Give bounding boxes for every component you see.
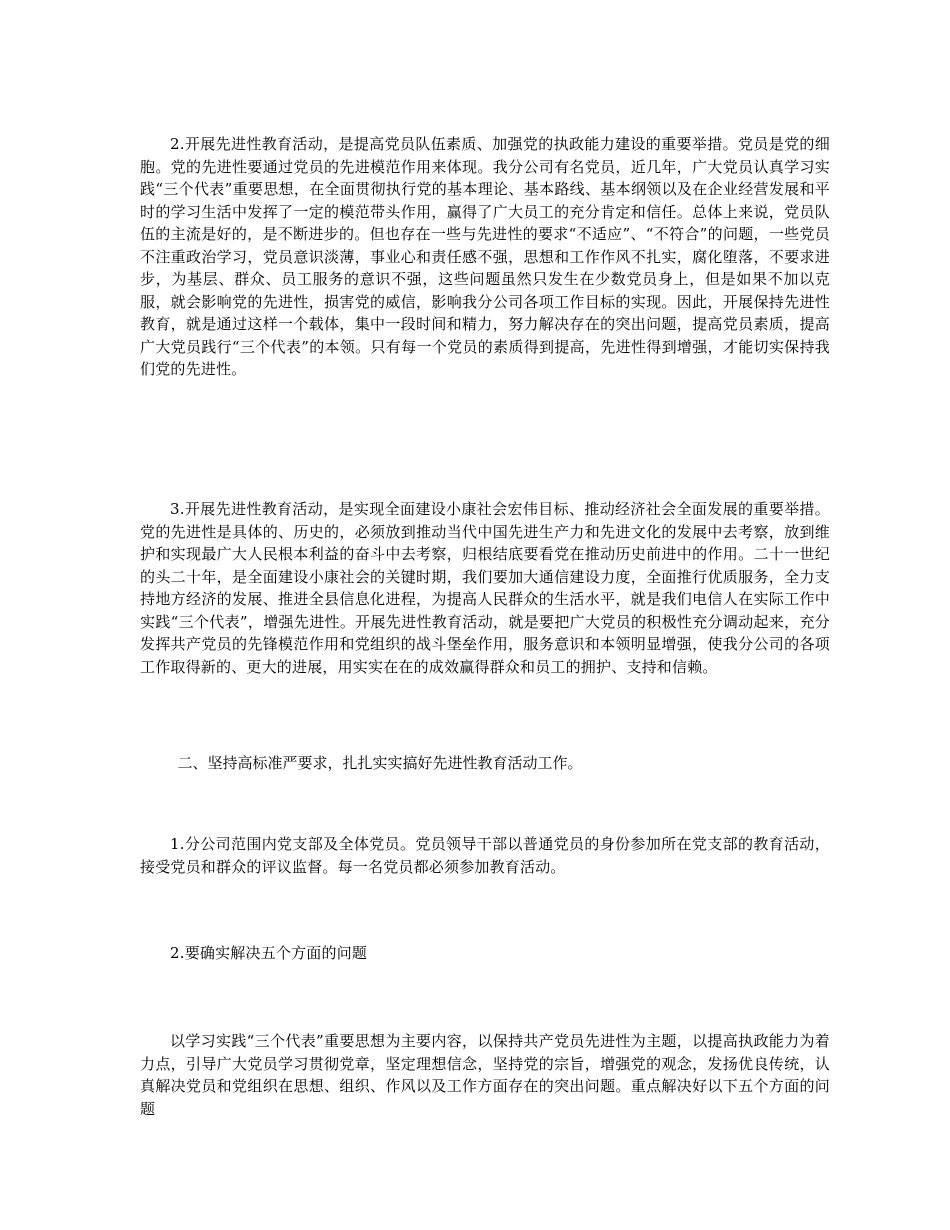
subheading-five-issues: 2.要确实解决五个方面的问题 bbox=[170, 944, 368, 962]
paragraph-scope-1: 1.分公司范围内党支部及全体党员。党员领导干部以普通党员的身份参加所在党支部的教育活动，接受党员和群众的评议监督。每一名党员都必须参加教育活动。 bbox=[140, 835, 830, 876]
section-heading-two: 二、坚持高标准严要求，扎扎实实搞好先进性教育活动工作。 bbox=[177, 754, 583, 772]
document-page bbox=[140, 0, 830, 1230]
paragraph-main-content: 以学习实践“三个代表”重要思想为主要内容，以保持共产党员先进性为主题，以提高执政能力为着力点，引导广大党员学习贯彻党章，坚定理想信念，坚持党的宗旨，增强党的观念，发扬优良传统，认真解决党员和党组织在思想、组织、作风以及工作方面存在的突出问题。重点解决好以下五个方面的问题 bbox=[140, 1032, 830, 1118]
paragraph-advanced-education-3: 3.开展先进性教育活动，是实现全面建设小康社会宏伟目标、推动经济社会全面发展的重要举措。党的先进性是具体的、历史的，必须放到推动当代中国先进生产力和先进文化的发展中去考察，放到维护和实现最广大人民根本利益的奋斗中去考察，归根结底要看党在推动历史前进中的作用。二十一世纪的头二十年，是全面建设小康社会的关键时期，我们要加大通信建设力度，全面推行优质服务，全力支持地方经济的发展、推进全县信息化进程，为提高人民群众的生活水平，就是我们电信人在实际工作中实践“三个代表”，增强先进性。开展先进性教育活动，就是要把广大党员的积极性充分调动起来，充分发挥共产党员的先锋模范作用和党组织的战斗堡垒作用，服务意识和本领明显增强，使我分公司的各项工作取得新的、更大的进展，用实实在在的成效赢得群众和员工的拥护、支持和信赖。 bbox=[140, 500, 830, 676]
paragraph-advanced-education-2: 2.开展先进性教育活动，是提高党员队伍素质、加强党的执政能力建设的重要举措。党员是党的细胞。党的先进性要通过党员的先进模范作用来体现。我分公司有名党员，近几年，广大党员认真学习实践“三个代表”重要思想，在全面贯彻执行党的基本理论、基本路线、基本纲领以及在企业经营发展和平时的学习生活中发挥了一定的模范带头作用，赢得了广大员工的充分肯定和信任。总体上来说，党员队伍的主流是好的，是不断进步的。但也存在一些与先进性的要求“不适应”、“不符合”的问题，一些党员不注重政治学习，党员意识淡薄，事业心和责任感不强，思想和工作作风不扎实，腐化堕落，不要求进步，为基层、群众、员工服务的意识不强，这些问题虽然只发生在少数党员身上，但是如果不加以克服，就会影响党的先进性，损害党的威信，影响我分公司各项工作目标的实现。因此，开展保持先进性教育，就是通过这样一个载体，集中一段时间和精力，努力解决存在的突出问题，提高党员素质，提高广大党员践行“三个代表”的本领。只有每一个党员的素质得到提高，先进性得到增强，才能切实保持我们党的先进性。 bbox=[140, 135, 830, 378]
